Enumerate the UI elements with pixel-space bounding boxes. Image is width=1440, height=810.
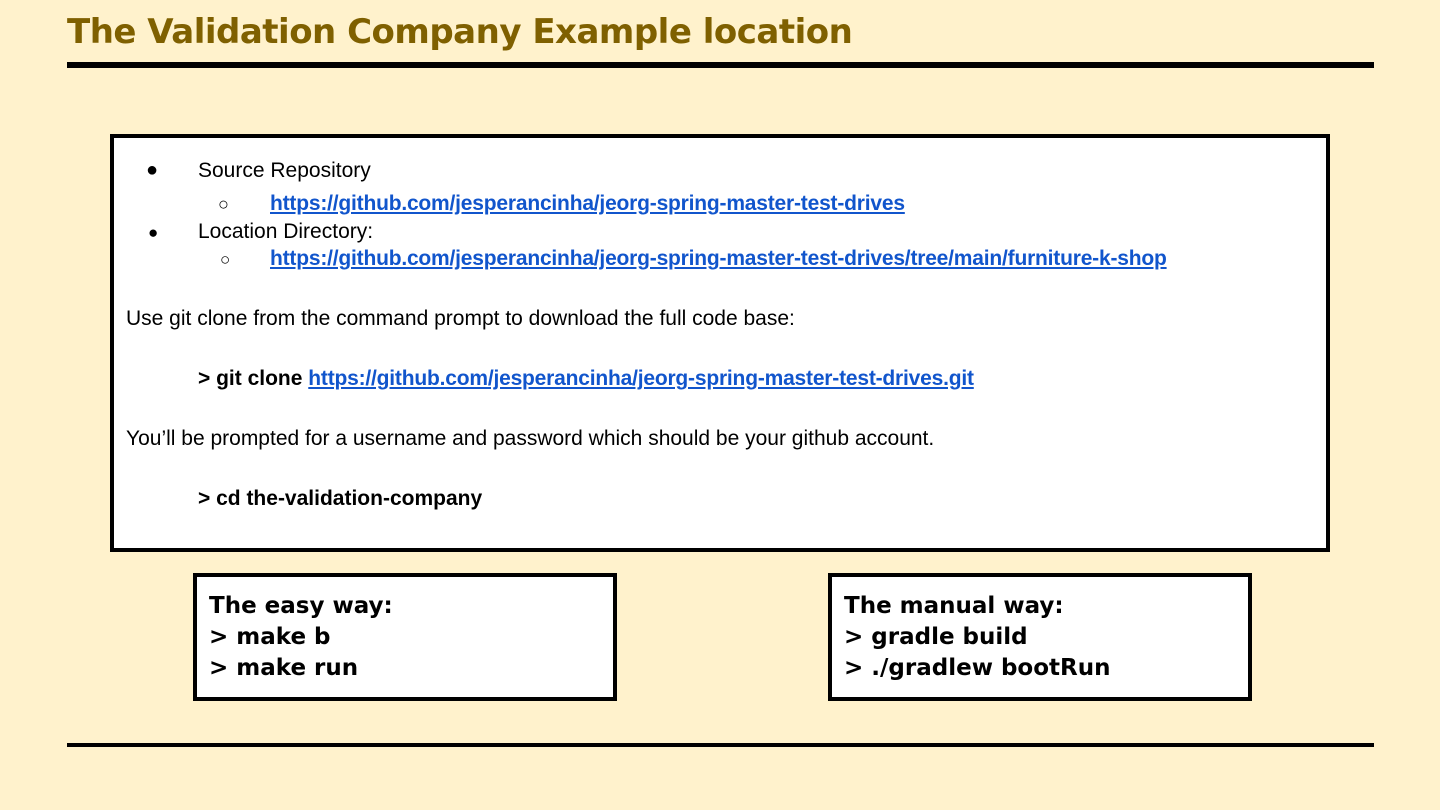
manual-way-box	[828, 573, 1252, 701]
source-repository-label: Source Repository	[198, 159, 371, 182]
slide-title: The Validation Company Example location	[67, 12, 853, 52]
easy-way-command: > make b	[209, 624, 331, 650]
git-clone-link[interactable]: https://github.com/jesperancinha/jeorg-spring-master-test-drives.git	[308, 367, 974, 390]
sub-bullet-icon: ○	[220, 250, 231, 269]
easy-way-command: > make run	[209, 655, 359, 681]
manual-way-title: The manual way:	[844, 593, 1064, 619]
easy-way-box	[193, 573, 617, 701]
title-underline	[67, 62, 1374, 68]
sub-bullet-icon: ○	[218, 194, 229, 214]
footer-rule	[67, 743, 1374, 747]
location-directory-link[interactable]: https://github.com/jesperancinha/jeorg-spring-master-test-drives/tree/main/furniture-k-shop	[270, 247, 1167, 270]
easy-way-title: The easy way:	[209, 593, 393, 619]
prompt-note-text: You’ll be prompted for a username and password which should be your github account.	[126, 427, 935, 450]
bullet-icon: ●	[148, 223, 159, 242]
git-clone-prefix: > git clone	[198, 367, 309, 390]
repository-info-box	[110, 134, 1330, 552]
location-directory-label: Location Directory:	[198, 220, 374, 243]
bullet-icon: ●	[146, 159, 159, 181]
manual-way-command: > gradle build	[844, 624, 1028, 650]
source-repository-link[interactable]: https://github.com/jesperancinha/jeorg-spring-master-test-drives	[270, 192, 905, 215]
git-clone-command	[198, 366, 974, 392]
cd-command: > cd the-validation-company	[198, 487, 483, 510]
manual-way-command: > ./gradlew bootRun	[844, 655, 1111, 681]
clone-instruction-text: Use git clone from the command prompt to download the full code base:	[126, 307, 795, 330]
